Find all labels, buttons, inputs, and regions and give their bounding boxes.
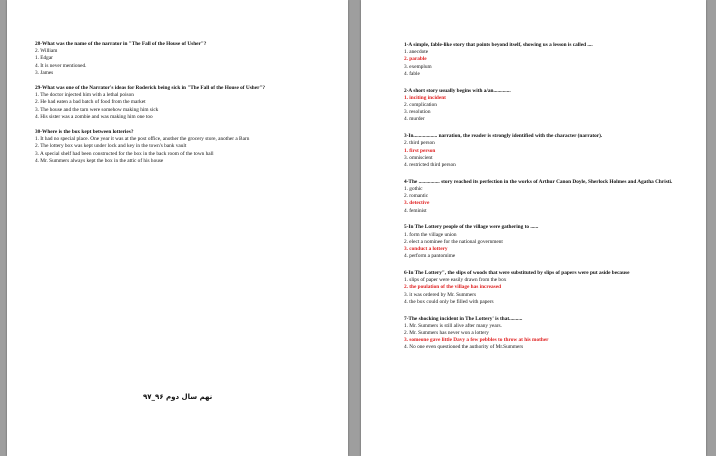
answer-option: 2. The lottery box was kept under lock and key in the town's bank vault: [35, 143, 187, 150]
page-content: [35, 41, 325, 173]
answer-option: 4. feminist: [404, 207, 427, 214]
question-text: 3-In.................. narration, the reader is strongly identified with the character (narrator).: [404, 133, 603, 140]
answer-option: 1. anecdote: [404, 49, 429, 56]
answer-option: 1. form the village union: [404, 231, 457, 238]
answer-option: 4. His sister was a zombie and was making him one too: [35, 113, 153, 120]
answer-option: 1. slips of paper were easily drawn from the box: [404, 277, 507, 284]
question-29: [35, 85, 325, 121]
answer-option: 3. resolution: [404, 109, 431, 116]
answer-option: 3. exemplum: [404, 63, 432, 70]
answer-option: 3. omniscient: [404, 154, 433, 161]
answer-option: 4. fable: [404, 70, 420, 77]
answer-option: 4. murder: [404, 116, 425, 123]
answer-option: 2. romantic: [404, 193, 429, 200]
answer-option: 2. third person: [404, 140, 435, 147]
answer-option: 3. James: [35, 69, 54, 76]
question-30: [35, 129, 325, 165]
answer-option: 4. No one even questioned the authority of Mr.Summers: [404, 344, 524, 351]
question-5: [404, 224, 689, 260]
answer-option: 1. The doctor injected him with a lethal poison: [35, 92, 134, 99]
question-text: 4-The ................ story reached its perfection in the works of Arthur Canon Doyle, Sherlock Holmes and Agatha Christi.: [404, 178, 673, 185]
question-text: 2-A short story usually begins with a/an.............: [404, 87, 511, 94]
answer-option: 3. A special shelf had been constructed for the box in the back room of the town hall: [35, 150, 214, 157]
correct-answer-option: 1. first person: [404, 147, 436, 154]
answer-option: 1. Mr. Summers is still alive after many years.: [404, 322, 502, 329]
correct-answer-option: 3. someone gave little Davy a few pebbles to throw at his mother: [404, 337, 549, 344]
answer-option: 2. Mr. Summers has never won a lottery: [404, 330, 489, 337]
question-text: 30-Where is the box kept between lotteries?: [35, 129, 134, 136]
question-text: 29-What was one of the Narrator's ideas for Roderick being sick in "The Fall of the House of Usher"?: [35, 85, 266, 92]
answer-option: 3. The house and the tarn were somehow making him sick: [35, 106, 159, 113]
answer-option: 4. It is never mentioned.: [35, 62, 87, 69]
page-footer: نهم سال دوم ۹۶_۹۷: [143, 393, 213, 401]
answer-option: 2. He had eaten a bad batch of food from the market: [35, 99, 146, 106]
page-content: [404, 42, 689, 361]
answer-option: 3. it was ordered by Mr. Summers: [404, 291, 477, 298]
question-28: [35, 41, 325, 77]
correct-answer-option: 2. parable: [404, 56, 427, 63]
correct-answer-option: 3. detective: [404, 200, 430, 207]
correct-answer-option: 1. inciting incident: [404, 94, 446, 101]
answer-option: 1. Edgar: [35, 55, 53, 62]
question-text: 5-In The Lottery people of the village were gathering to ......: [404, 224, 539, 231]
question-text: 28-What was the name of the narrator in "The Fall of the House of Usher"?: [35, 41, 207, 47]
answer-option: 4. Mr. Summers always kept the box in the attic of his house: [35, 157, 164, 164]
answer-option: 2. complication: [404, 102, 437, 109]
question-4: [404, 179, 689, 215]
answer-option: 4. perform a pantomime: [404, 253, 456, 260]
answer-option: 2. William: [35, 48, 58, 55]
answer-option: 4. the box could only be filled with papers: [404, 298, 494, 305]
question-3: [404, 133, 689, 169]
question-text: 1-A simple, fable-like story that points beyond itself, showing us a lesson is called ....: [404, 42, 593, 48]
document-page-left: [7, 0, 348, 456]
question-text: 6-In The Lottery", the slips of woods that were substituted by slips of papers were put aside because: [404, 270, 630, 277]
question-2: [404, 88, 689, 124]
answer-option: 4. restricted third person: [404, 162, 456, 169]
question-7: [404, 316, 689, 352]
answer-option: 1. gothic: [404, 186, 423, 193]
correct-answer-option: 2. the poulation of the village has increased: [404, 284, 502, 291]
answer-option: 2. elect a nominee for the national government: [404, 238, 503, 245]
question-1: [404, 42, 689, 78]
question-text: 7-The shocking incident in The Lottery' is that..........: [404, 315, 523, 322]
document-page-right: [361, 0, 706, 456]
answer-option: 1. It had no special place. One year it was at the post office, another the grocery store, another a Barn: [35, 136, 250, 143]
question-6: [404, 270, 689, 306]
correct-answer-option: 3. conduct a lottery: [404, 246, 448, 253]
